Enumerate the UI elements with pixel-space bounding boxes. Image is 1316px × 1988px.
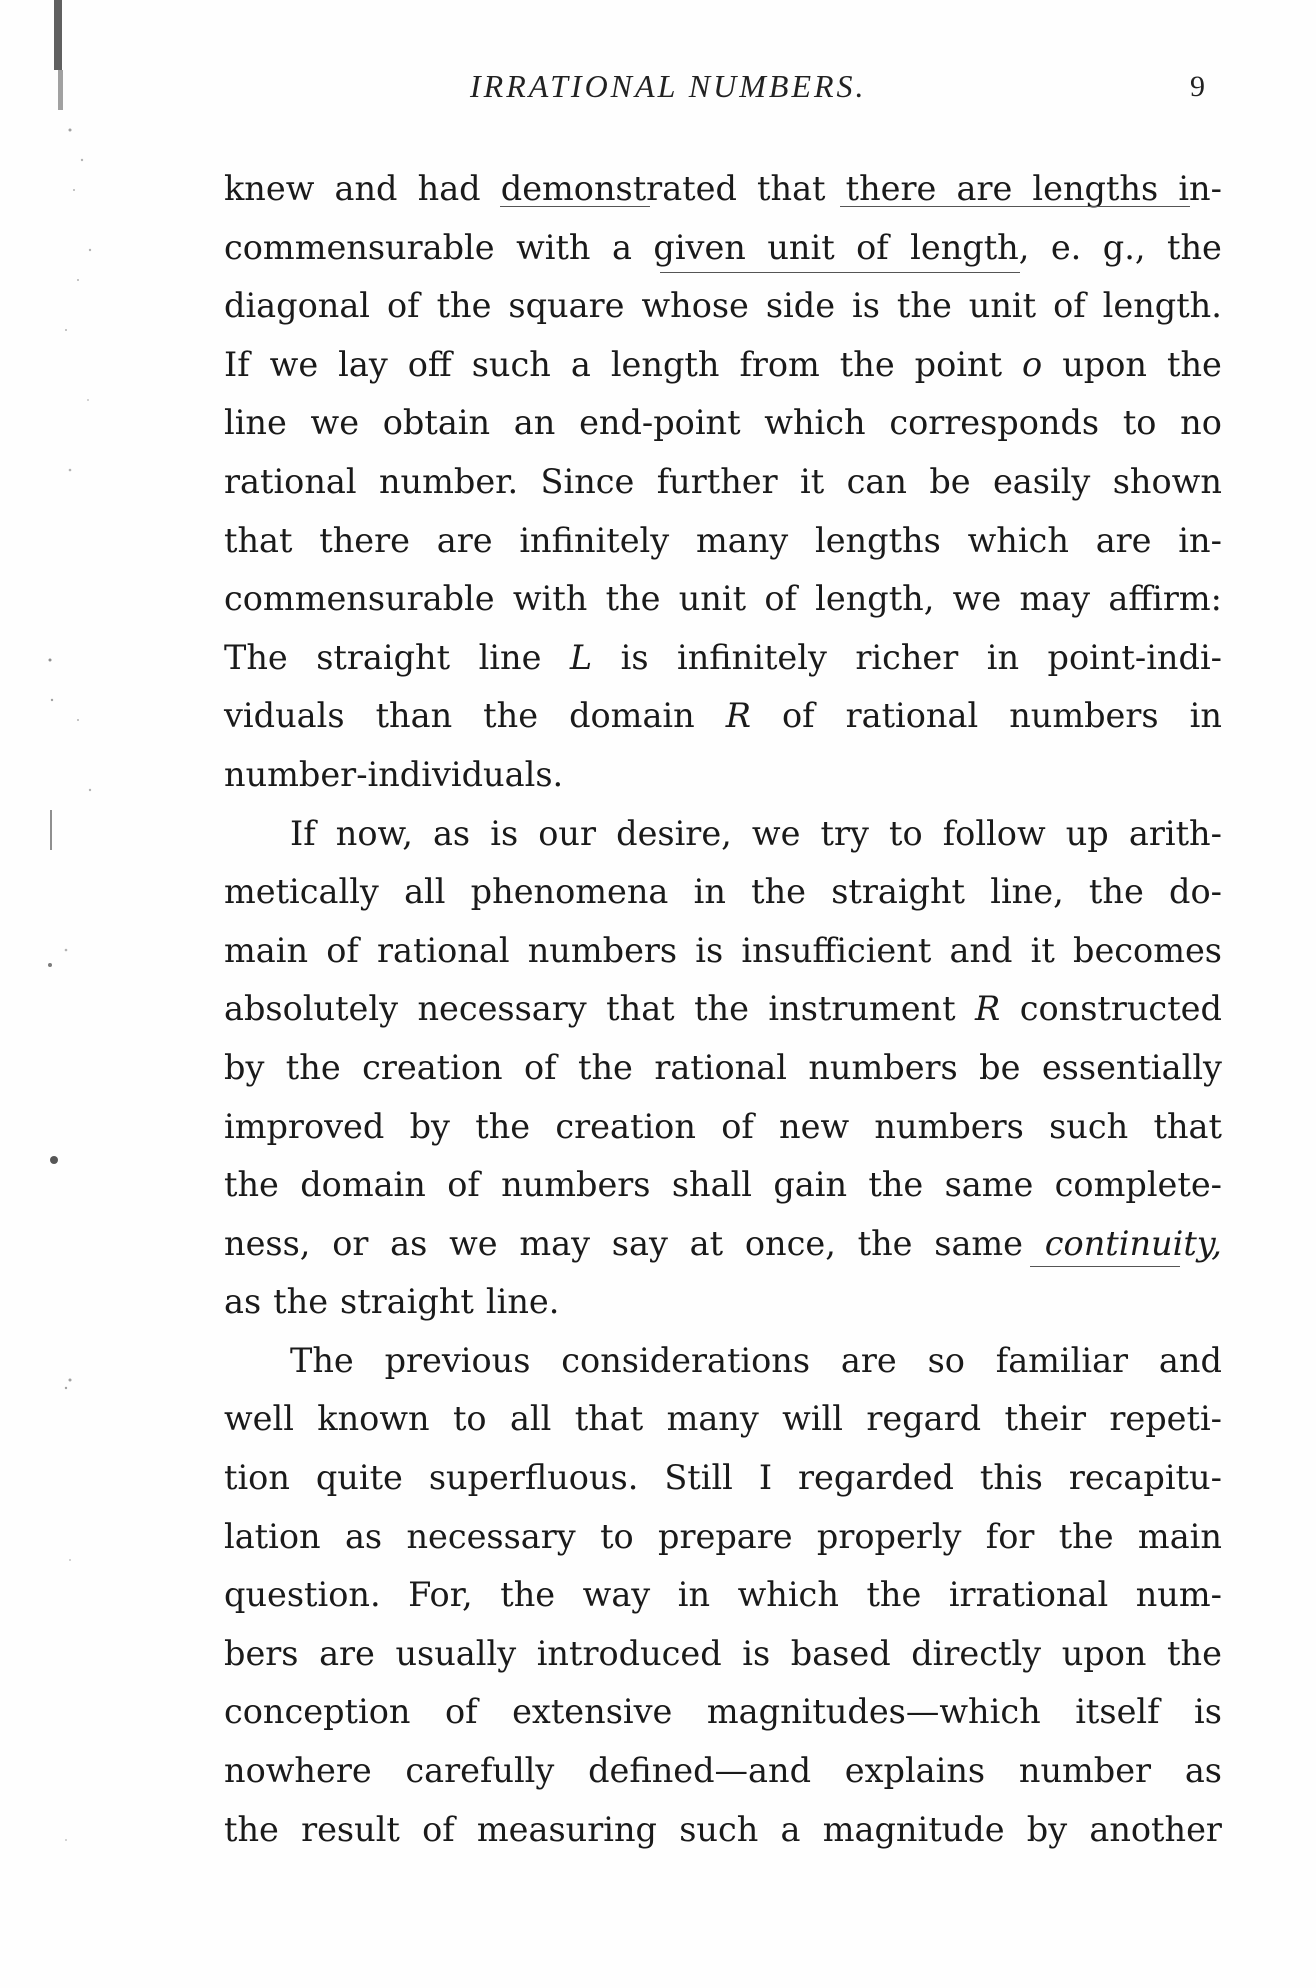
word: now, <box>335 813 413 853</box>
word: unit <box>968 286 1037 326</box>
word: familiar <box>995 1340 1129 1380</box>
word: The <box>224 637 288 677</box>
word: the <box>1166 344 1222 384</box>
word: be <box>979 1047 1021 1087</box>
word: lation <box>224 1516 321 1556</box>
text-line <box>224 980 1222 1039</box>
word: the <box>866 1575 922 1615</box>
text-line <box>224 1625 1222 1684</box>
word: based <box>790 1633 891 1673</box>
word: is <box>852 286 880 326</box>
word: the <box>500 1575 556 1615</box>
word: as <box>1184 1751 1222 1791</box>
word: numbers <box>527 930 678 970</box>
word: of <box>721 1106 754 1146</box>
word: upon <box>1062 344 1147 384</box>
word: straight <box>340 1282 474 1322</box>
word: itself <box>1075 1692 1160 1732</box>
word: viduals <box>224 696 345 736</box>
word: all <box>509 1399 552 1439</box>
word: the <box>483 696 539 736</box>
text-line <box>224 160 1222 219</box>
text-line <box>224 219 1222 278</box>
word: of <box>856 227 889 267</box>
text-line <box>224 1156 1222 1215</box>
word: Still <box>664 1458 733 1498</box>
word: that <box>224 520 293 560</box>
word: question. <box>224 1575 381 1615</box>
word: in- <box>1178 520 1222 560</box>
word: line, <box>990 872 1064 912</box>
word: which <box>967 520 1069 560</box>
word: domain <box>569 696 695 736</box>
word: well <box>224 1399 294 1439</box>
word: creation <box>555 1106 696 1146</box>
word: improved <box>224 1106 385 1146</box>
word: rational <box>376 930 510 970</box>
word: easily <box>992 461 1091 501</box>
word: and <box>949 930 1013 970</box>
word: main <box>1137 1516 1222 1556</box>
word: may <box>519 1223 591 1263</box>
word: up <box>1065 813 1109 853</box>
running-title: IRRATIONAL NUMBERS. <box>470 68 867 104</box>
word: length, <box>815 579 935 619</box>
word: further <box>656 461 778 501</box>
word: commensurable <box>224 227 495 267</box>
text-line <box>224 1098 1222 1157</box>
word: obtain <box>382 403 491 443</box>
word: numbers <box>808 1047 958 1087</box>
word: point <box>914 344 1003 384</box>
word: properly <box>816 1516 962 1556</box>
text-line <box>224 277 1222 336</box>
word: a <box>570 344 591 384</box>
word: usually <box>395 1633 517 1673</box>
word: it <box>1030 930 1055 970</box>
word: main <box>224 930 309 970</box>
text-line <box>224 453 1222 512</box>
word: becomes <box>1073 930 1222 970</box>
word: which <box>764 403 866 443</box>
word: same <box>944 1165 1034 1205</box>
word: than <box>375 696 453 736</box>
word: is <box>620 637 649 677</box>
word: ness, <box>224 1223 311 1263</box>
word: given <box>653 227 746 267</box>
word: in <box>677 1575 711 1615</box>
word: arith- <box>1128 813 1222 853</box>
word: side <box>765 286 836 326</box>
word: measuring <box>476 1809 657 1849</box>
word: The <box>290 1340 354 1380</box>
word: unit <box>678 579 747 619</box>
word: L <box>569 637 593 677</box>
word: the <box>896 286 952 326</box>
word: the <box>839 344 895 384</box>
word: irrational <box>948 1575 1109 1615</box>
word: there <box>845 169 937 208</box>
word: considerations <box>561 1340 811 1380</box>
running-header <box>0 62 1316 122</box>
word: another <box>1089 1809 1222 1849</box>
word: with <box>516 227 591 267</box>
word: rational <box>654 1047 787 1087</box>
word: the <box>1088 872 1144 912</box>
word: number. <box>378 461 519 501</box>
word: carefully <box>405 1751 555 1791</box>
word: is <box>695 930 724 970</box>
word: as <box>344 1516 383 1556</box>
word: numbers <box>501 1165 651 1205</box>
word: the <box>751 872 806 912</box>
word: point-indi- <box>1047 637 1222 677</box>
word: do- <box>1169 872 1222 912</box>
word: bers <box>224 1633 299 1673</box>
word: numbers <box>874 1106 1024 1146</box>
word: infinitely <box>519 520 670 560</box>
word: prepare <box>658 1516 793 1556</box>
text-line <box>224 394 1222 453</box>
pencil-underline <box>500 206 650 207</box>
word: num- <box>1135 1575 1222 1615</box>
text-line <box>224 1390 1222 1449</box>
word: creation <box>362 1047 503 1087</box>
word: magnitude <box>822 1809 1005 1849</box>
word: is <box>490 813 519 853</box>
word: will <box>782 1399 843 1439</box>
word: the <box>857 1223 913 1263</box>
word: the <box>475 1106 531 1146</box>
text-line <box>224 1039 1222 1098</box>
word: are <box>956 169 1013 208</box>
word: g., <box>1102 227 1146 267</box>
word: we <box>751 813 801 853</box>
word: that <box>606 989 675 1029</box>
text-line <box>224 570 1222 629</box>
word: affirm: <box>1108 579 1222 619</box>
word: many <box>695 520 789 560</box>
word: once, <box>744 1223 836 1263</box>
word: an <box>513 403 556 443</box>
word: with <box>512 579 588 619</box>
word: gain <box>773 1165 848 1205</box>
text-line <box>224 629 1222 688</box>
word: line <box>478 637 542 677</box>
word: shall <box>671 1165 752 1205</box>
word: length <box>610 344 720 384</box>
paragraph-3 <box>224 1332 1222 1859</box>
word: richer <box>855 637 959 677</box>
word: If <box>224 344 250 384</box>
word: of <box>764 579 797 619</box>
word: say <box>611 1223 668 1263</box>
word: there <box>319 520 410 560</box>
word: to <box>600 1516 634 1556</box>
word: length. <box>1102 286 1222 326</box>
word: of <box>447 1165 480 1205</box>
text-line <box>224 863 1222 922</box>
word: we <box>269 344 319 384</box>
word: upon <box>1061 1633 1147 1673</box>
word: conception <box>224 1692 411 1732</box>
word: of <box>524 1047 557 1087</box>
word: magnitudes—which <box>706 1692 1041 1732</box>
word: the <box>694 989 749 1029</box>
word: may <box>1019 579 1091 619</box>
word: straight <box>316 637 451 677</box>
word: to <box>889 813 923 853</box>
paragraph-2 <box>224 805 1222 1332</box>
text-line <box>224 1508 1222 1567</box>
word: had <box>417 169 481 208</box>
word: are <box>319 1633 375 1673</box>
word: is <box>1194 1692 1222 1732</box>
body-text <box>224 160 1222 1859</box>
word: in- <box>1178 169 1222 208</box>
word: tion <box>224 1458 290 1498</box>
word: result <box>301 1809 400 1849</box>
text-line <box>224 1683 1222 1742</box>
word: of <box>1053 286 1086 326</box>
word: by <box>1026 1809 1068 1849</box>
text-line <box>224 1332 1222 1391</box>
word: knew <box>224 169 315 208</box>
word: demonstrated <box>500 169 737 208</box>
word: Since <box>540 461 635 501</box>
word: are <box>436 520 493 560</box>
word: the <box>1167 1633 1222 1673</box>
word: explains <box>844 1751 986 1791</box>
word: the <box>285 1047 341 1087</box>
word: rational <box>845 696 979 736</box>
word: we <box>310 403 360 443</box>
word: infinitely <box>677 637 827 677</box>
paragraph-1 <box>224 160 1222 805</box>
word: this <box>979 1458 1043 1498</box>
word: which <box>737 1575 839 1615</box>
word: introduced <box>536 1633 722 1673</box>
word: o <box>1022 344 1043 384</box>
word: the <box>273 1282 329 1322</box>
word: the <box>224 1809 279 1849</box>
word: the <box>605 579 661 619</box>
word: R <box>725 696 751 736</box>
word: so <box>927 1340 965 1380</box>
word: necessary <box>406 1516 576 1556</box>
word: many <box>666 1399 759 1439</box>
pencil-underline <box>660 272 1020 273</box>
word: diagonal <box>224 286 371 326</box>
text-line <box>224 336 1222 395</box>
word: and <box>334 169 398 208</box>
word: absolutely <box>224 989 398 1029</box>
pencil-underline <box>1030 1266 1180 1267</box>
text-line <box>224 922 1222 981</box>
word: that <box>1153 1106 1222 1146</box>
text-line <box>224 1449 1222 1508</box>
word: superfluous. <box>428 1458 639 1498</box>
word: the <box>578 1047 633 1087</box>
word: constructed <box>1019 989 1222 1029</box>
word: numbers <box>1009 696 1159 736</box>
word: as <box>432 813 471 853</box>
word: continuity, <box>1044 1223 1222 1263</box>
word: lengths <box>1032 169 1159 208</box>
word: metically <box>224 872 379 912</box>
word: e. <box>1050 227 1082 267</box>
text-line <box>224 1742 1222 1801</box>
word: extensive <box>512 1692 673 1732</box>
word: can <box>846 461 907 501</box>
word: that <box>574 1399 644 1439</box>
word: the <box>1058 1516 1114 1556</box>
word: in <box>986 637 1020 677</box>
word: at <box>689 1223 724 1263</box>
word: end-point <box>579 403 741 443</box>
word: to <box>452 1399 487 1439</box>
word: we <box>952 579 1002 619</box>
word: as <box>224 1282 262 1322</box>
text-line <box>224 687 1222 746</box>
word: their <box>1004 1399 1087 1439</box>
word: corresponds <box>889 403 1100 443</box>
word: by <box>224 1047 265 1087</box>
word: nowhere <box>224 1751 372 1791</box>
word: try <box>820 813 869 853</box>
word: a <box>611 227 632 267</box>
word: of <box>781 696 815 736</box>
word: If <box>290 813 316 853</box>
word: previous <box>384 1340 531 1380</box>
word: our <box>538 813 597 853</box>
word: unit <box>767 227 835 267</box>
word: essentially <box>1041 1047 1222 1087</box>
word: line <box>224 403 287 443</box>
text-line <box>224 512 1222 571</box>
word: same <box>934 1223 1024 1263</box>
word: complete- <box>1054 1165 1222 1205</box>
word: or <box>332 1223 369 1263</box>
word: no <box>1180 403 1222 443</box>
word: the <box>224 1165 279 1205</box>
word: to <box>1122 403 1157 443</box>
text-line <box>224 1566 1222 1625</box>
word: straight <box>831 872 966 912</box>
text-line <box>224 1273 1222 1332</box>
word: whose <box>641 286 749 326</box>
word: from <box>739 344 820 384</box>
word: R <box>975 989 1001 1029</box>
word: recapitu- <box>1068 1458 1222 1498</box>
word: For, <box>408 1575 473 1615</box>
word: rational <box>224 461 357 501</box>
word: quite <box>315 1458 403 1498</box>
word: of <box>387 286 420 326</box>
word: we <box>449 1223 498 1263</box>
word: defined—and <box>588 1751 812 1791</box>
word: I <box>758 1458 773 1498</box>
text-line <box>224 746 1222 805</box>
word: insufficient <box>741 930 932 970</box>
word: of <box>326 930 359 970</box>
page-number: 9 <box>1190 70 1205 103</box>
word: in <box>1189 696 1222 736</box>
word: line. <box>485 1282 560 1322</box>
word: lengths <box>815 520 941 560</box>
word: the <box>868 1165 924 1205</box>
word: it <box>800 461 825 501</box>
word: such <box>471 344 551 384</box>
word: desire, <box>616 813 732 853</box>
word: regard <box>866 1399 982 1439</box>
word: new <box>779 1106 850 1146</box>
word: for <box>985 1516 1035 1556</box>
word: of <box>422 1809 455 1849</box>
word: repeti- <box>1109 1399 1222 1439</box>
word: length, <box>910 227 1030 267</box>
word: known <box>317 1399 430 1439</box>
word: domain <box>300 1165 426 1205</box>
word: regarded <box>798 1458 954 1498</box>
word: square <box>508 286 625 326</box>
word: and <box>1158 1340 1222 1380</box>
word: are <box>840 1340 897 1380</box>
word: as <box>390 1223 428 1263</box>
word: way <box>582 1575 651 1615</box>
word: lay <box>338 344 388 384</box>
word: such <box>679 1809 759 1849</box>
word: the <box>1167 227 1222 267</box>
word: are <box>1095 520 1152 560</box>
word: all <box>404 872 446 912</box>
text-line <box>224 1801 1222 1860</box>
word: by <box>409 1106 450 1146</box>
word: off <box>407 344 452 384</box>
word: a <box>780 1809 801 1849</box>
word: commensurable <box>224 579 495 619</box>
word: instrument <box>768 989 956 1029</box>
word: number-individuals. <box>224 754 564 794</box>
text-line <box>224 1215 1222 1274</box>
word: necessary <box>417 989 587 1029</box>
margin-speckles <box>30 0 100 1988</box>
word: be <box>929 461 971 501</box>
word: that <box>757 169 826 208</box>
word: in <box>693 872 726 912</box>
word: follow <box>942 813 1046 853</box>
word: such <box>1049 1106 1129 1146</box>
word: the <box>436 286 492 326</box>
text-line <box>224 805 1222 864</box>
word: directly <box>911 1633 1042 1673</box>
word: shown <box>1112 461 1222 501</box>
pencil-underline <box>840 206 1190 207</box>
word: phenomena <box>470 872 669 912</box>
word: number <box>1018 1751 1152 1791</box>
word: is <box>742 1633 771 1673</box>
word: of <box>445 1692 478 1732</box>
